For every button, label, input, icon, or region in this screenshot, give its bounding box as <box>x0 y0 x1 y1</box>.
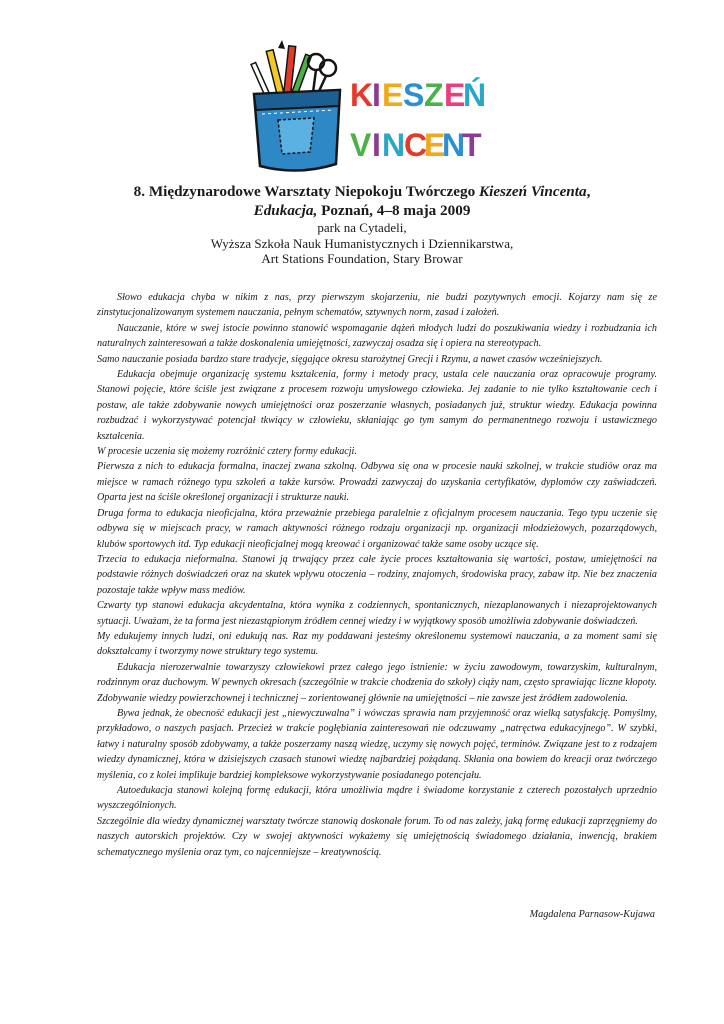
event-place: park na Cytadeli, <box>317 220 407 235</box>
paragraph: Samo nauczanie posiada bardzo stare tradycje, sięgające okresu starożytnej Grecji i Rzymu, a nawet czasów wcześniejszych. <box>97 353 603 365</box>
article-body <box>97 290 657 860</box>
svg-text:I: I <box>372 127 381 163</box>
paragraph: Trzecia to edukacja nieformalna. Stanowi ją trwający przez całe życie proces kształtowania się wartości, postaw, umiejętności na podstawie różnych doświadczeń oraz na skutek wpływu otoczenia – rodziny, znajomych, środowiska pracy, zabaw itp. Nie bez znaczenia pozostaje także wpływ mass mediów. <box>97 553 657 596</box>
svg-text:E: E <box>382 77 404 113</box>
paragraph: Słowo edukacja chyba w nikim z nas, przy pierwszym skojarzeniu, nie budzi pozytywnych emocji. Kojarzy nam się ze zinstytucjonalizowanym systemem nauczania, pełnym schematów, sztywnych norm, zasad i założeń. <box>97 292 657 319</box>
event-school: Wyższa Szkoła Nauk Humanistycznych i Dziennikarstwa, <box>210 235 514 251</box>
svg-text:K: K <box>350 77 374 113</box>
svg-text:E: E <box>424 127 446 163</box>
svg-text:V: V <box>350 127 372 163</box>
svg-text:S: S <box>403 77 425 113</box>
svg-text:T: T <box>462 127 482 163</box>
svg-text:N: N <box>442 127 466 163</box>
logo-graphic <box>248 44 487 176</box>
event-foundation: Art Stations Foundation, Stary Browar <box>261 251 463 267</box>
author-signature: Magdalena Parnasow-Kujawa <box>529 909 655 920</box>
paragraph: W procesie uczenia się możemy rozróżnić cztery formy edukacji. <box>97 446 357 458</box>
pencils-icon <box>266 40 311 98</box>
svg-text:E: E <box>444 77 466 113</box>
paragraph: Czwarty typ stanowi edukacja akcydentalna, która wynika z codziennych, spontanicznych, niezaplanowanych i niezaprojektowanych sytuacji. Uważam, że ta forma jest niezastąpionym źródłem cennej wiedzy i w wyjątkowy sposób umożliwia zdobywanie doświadczeń. <box>97 600 657 627</box>
paragraph: Druga forma to edukacja nieoficjalna, która przeważnie przebiega paralelnie z oficjalnym procesem nauczania. Tego typu uczenie się odbywa się w miejscach pracy, w ramach aktywności różnego rodzaju organizacji np. organizacji młodzieżowych, pozarządowych, klubów sportowych itd. Typ edukacji nieoficjalnej mogą kreować i organizować także same osoby uczące się. <box>97 507 657 550</box>
paragraph: Edukacja obejmuje organizację systemu kształcenia, formy i metody pracy, ustala cele nauczania oraz opracowuje programy. Stanowi pojęcie, które ściśle jest związane z procesem rozwoju umysłowego człowieka. Jej zadanie to nie tylko kształtowanie cech i postaw, ale także zdobywanie nowych umiejętności oraz poszerzanie własnych, posiadanych już, struktur wiedzy. Edukacja powinna rozbudzać i wykorzystywać potencjał tkwiący w człowieku, skłaniając go tym samym do permanentnego rozwoju i ustawicznego kształcenia. <box>97 369 657 442</box>
paragraph: My edukujemy innych ludzi, oni edukują nas. Raz my poddawani jesteśmy określonemu systemowi nauczania, a za moment sami się dokształcamy i tworzymy nowe struktury tego systemu. <box>97 630 657 658</box>
svg-text:C: C <box>404 127 428 163</box>
svg-text:Ń: Ń <box>463 77 487 113</box>
pocket-icon <box>254 90 340 171</box>
paragraph: Edukacja nierozerwalnie towarzyszy człowiekowi przez całego jego istnienie: w życiu zawodowym, towarzyskim, kulturalnym, rodzinnym oraz duchowym. W pewnych okresach (szczególnie w trakcie chodzenia do szkoły) ciąży nam, często sprawiając liczne kłopoty. Zdobywanie wiedzy powierzchownej i technicznej – zorientowanej głównie na umiejętności – nie zawsze jest źródłem zadowolenia. <box>97 661 657 704</box>
event-title: 8. Międzynarodowe Warsztaty Niepokoju Twórczego Kieszeń Vincenta, Edukacja, Poznań, 4–8 maja 2009 <box>133 183 591 219</box>
logo-wordmark <box>350 77 486 163</box>
paragraph: Nauczanie, które w swej istocie powinno stanowić wspomaganie dążeń młodych ludzi do poszukiwania wiedzy i rozbudzania ich naturalnych zainteresowań a także doskonalenia umiejętności, zazwyczaj osadza się i opiera na stereotypach. <box>97 322 657 350</box>
paragraph: Pierwsza z nich to edukacja formalna, inaczej zwana szkolną. Odbywa się ona w procesie nauki szkolnej, w trakcie studiów oraz ma miejsce w ramach różnego typu szkoleń a także kursów. Prowadzi zazwyczaj do uzyskania certyfikatów, dyplomów czy zaświadczeń. Oparta jest na ściśle określonej organizacji i strukturze nauki. <box>97 461 657 504</box>
paragraph: Szczególnie dla wiedzy dynamicznej warsztaty twórcze stanowią doskonałe forum. To od nas zależy, jaką formę edukacji zaprzęgniemy do naszych autorskich projektów. Czy w swojej aktywności wykażemy się umiejętnością świadomego działania, inwencją, brakiem schematycznego myślenia oraz tym, co najcenniejsze – kreatywnością. <box>97 815 657 858</box>
svg-text:Z: Z <box>424 77 444 113</box>
event-header <box>60 182 664 267</box>
paragraph: Bywa jednak, że obecność edukacji jest „niewyczuwalna” i wówczas sprawia nam przyjemność oraz wielką satysfakcję. Pomyślmy, przykładowo, o naszych pasjach. Przecież w trakcie pogłębiania zainteresowań nie odczuwamy „natręctwa edukacyjnego”. W szybki, łatwy i naturalny sposób zdobywamy, a także poszerzamy naszą wiedzę, uczymy się nowych pojęć, terminów. Związane jest to z rodzajem wiedzy dynamicznej, która w dzisiejszych czasach stanowi wiedzę najbardziej pożądaną. Skłania ona bowiem do kreacji oraz twórczego myślenia, co z kolei implikuje bardziej kompleksowe wykorzystywanie posiadanego potencjału. <box>97 707 657 781</box>
svg-text:N: N <box>382 127 406 163</box>
kieszen-vincenta-logo <box>248 44 487 176</box>
paragraph: Autoedukacja stanowi kolejną formę edukacji, która umożliwia mądre i świadome korzystanie z czterech pozostałych uprzednio wyszczególnionych. <box>97 785 657 812</box>
svg-text:I: I <box>372 77 381 113</box>
